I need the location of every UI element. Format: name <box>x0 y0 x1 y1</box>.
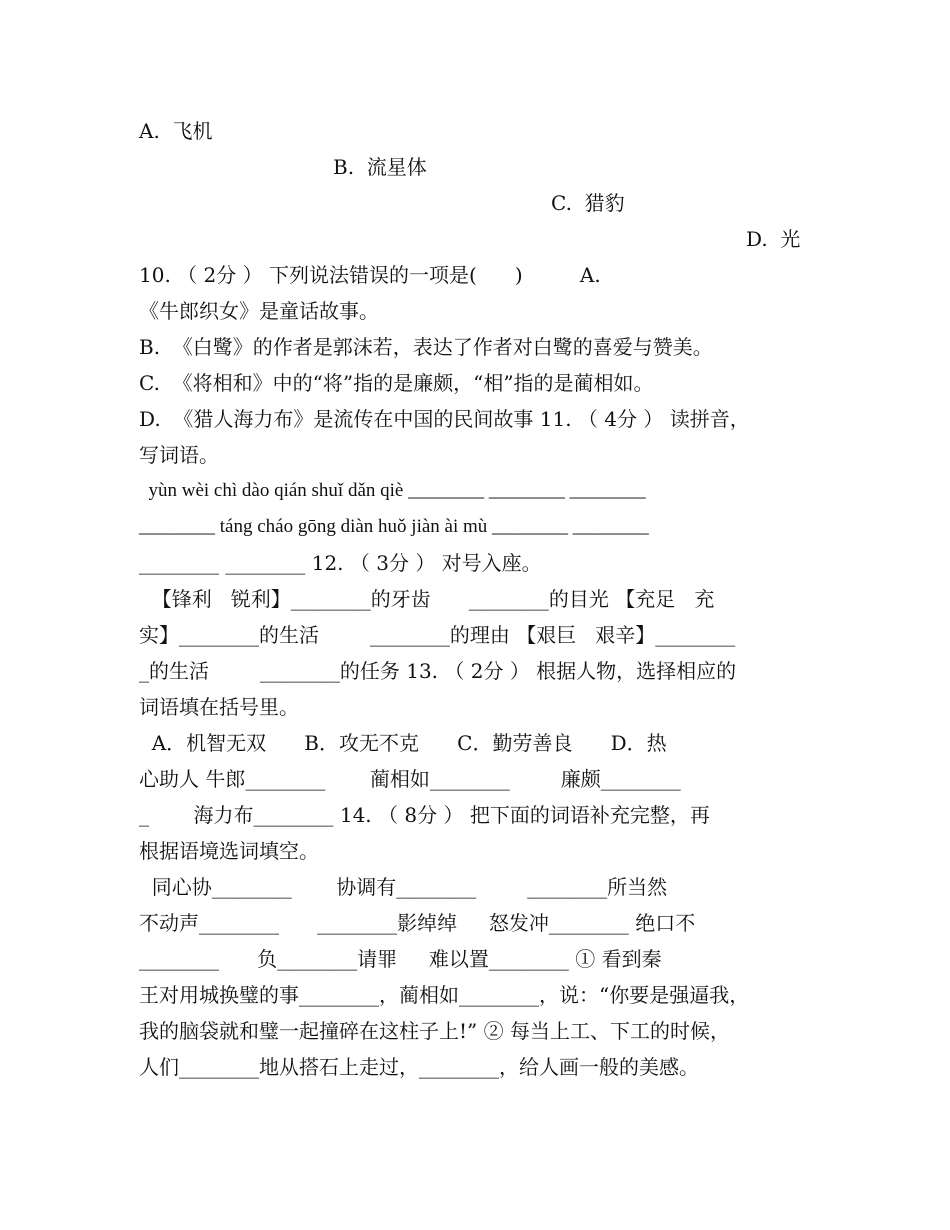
q12-line-1: 【锋利 锐利】________的牙齿 ________的目光 【充足 充 <box>139 587 715 611</box>
q10-option-a-text: 《牛郎织女》是童话故事。 <box>139 299 379 323</box>
q14-line-5: 我的脑袋就和璧一起撞碎在这柱子上!” ② 每当上工、下工的时候， <box>139 1019 730 1043</box>
q13-instruction-cont: 词语填在括号里。 <box>139 695 299 719</box>
q9-option-a: A. 飞机 <box>139 119 213 143</box>
q13-choices: A．机智无双 B．攻无不克 C．勤劳善良 D．热 <box>139 731 667 755</box>
q13-line-2: 心助人 牛郎________ 蔺相如________ 廉颇________ <box>139 767 681 791</box>
q11-pinyin-line-1: yùn wèi chì dào qián shuǐ dǎn qiè ________ ________ ________ <box>139 480 646 501</box>
q11-instruction-cont: 写词语。 <box>139 443 219 467</box>
q9-option-b: B. 流星体 <box>333 155 427 179</box>
q14-line-6: 人们________地从搭石上走过，________，给人画一般的美感。 <box>139 1055 699 1079</box>
q11-pinyin-line-2: ________ táng cháo gōng diàn huǒ jiàn ài mù ________ ________ <box>139 516 649 537</box>
q11-blanks-and-q12-stem: ________ ________ 12. （ 3分 ） 对号入座。 <box>139 551 542 575</box>
q14-line-2: 不动声________ ________影绰绰 怒发冲________ 绝口不 <box>139 911 696 935</box>
q12-line-3: _的生活 ________的任务 13. （ 2分 ） 根据人物，选择相应的 <box>139 659 737 683</box>
q10-option-d: D. 《猎人海力布》是流传在中国的民间故事 11. （ 4分 ） 读拼音， <box>139 407 750 431</box>
q13-line-3: _ 海力布________ 14. （ 8分 ） 把下面的词语补充完整，再 <box>139 803 710 827</box>
q10-stem: 10. （ 2分 ） 下列说法错误的一项是( ) A. <box>139 263 601 287</box>
q10-option-b: B. 《白鹭》的作者是郭沫若，表达了作者对白鹭的喜爱与赞美。 <box>139 335 713 359</box>
q10-option-c: C. 《将相和》中的“将”指的是廉颇，“相”指的是蔺相如。 <box>139 371 654 395</box>
q12-line-2: 实】________的生活 ________的理由 【艰巨 艰辛】________ <box>139 623 736 647</box>
q14-line-4: 王对用城换璧的事________，蔺相如________，说：“你要是强逼我， <box>139 983 750 1007</box>
q9-option-d: D. 光 <box>746 227 801 251</box>
q14-instruction-cont: 根据语境选词填空。 <box>139 839 319 863</box>
q14-line-1: 同心协________ 协调有________ ________所当然 <box>139 875 668 899</box>
q9-option-c: C. 猎豹 <box>551 191 625 215</box>
q14-line-3: ________ 负________请罪 难以置________ ① 看到秦 <box>139 947 662 971</box>
